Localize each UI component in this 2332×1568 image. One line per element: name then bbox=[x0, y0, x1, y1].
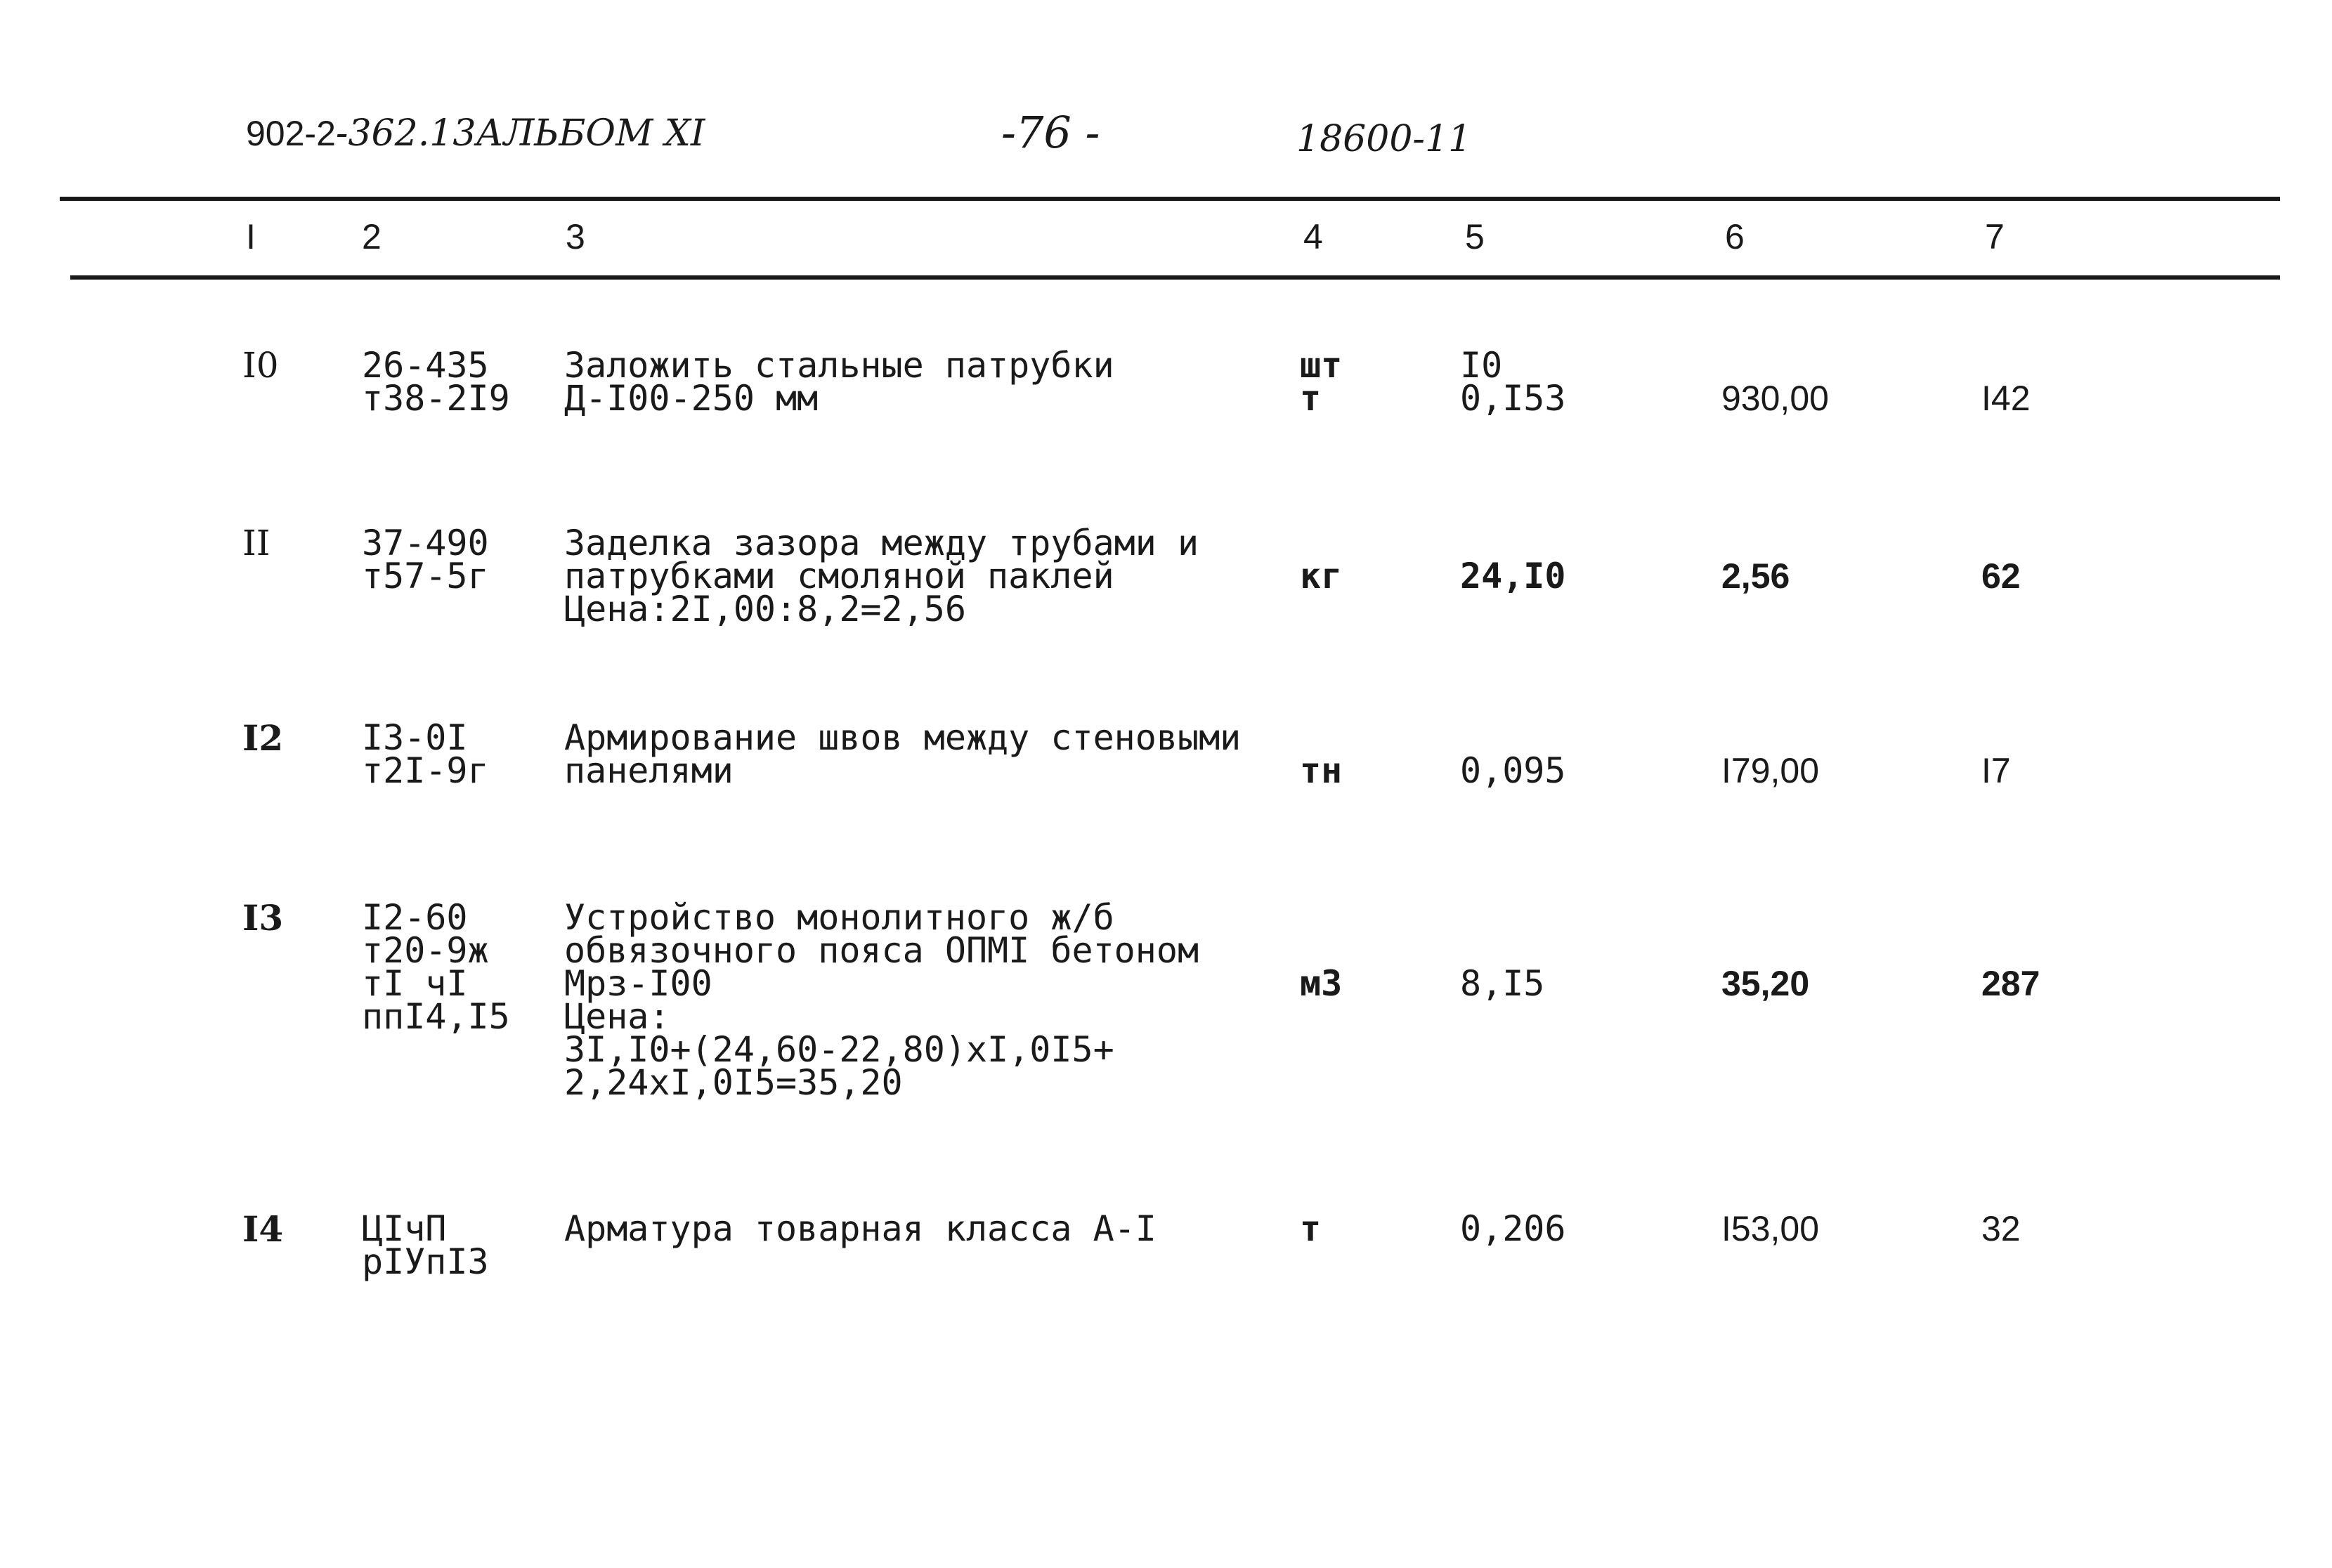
row-quantity: 24,I0 bbox=[1460, 556, 1566, 596]
row-price: 35,20 bbox=[1721, 964, 1810, 1003]
row-price: I79,00 bbox=[1721, 751, 1820, 790]
row-code: I3-0I т2I-9г bbox=[362, 717, 489, 791]
row-price: 2,56 bbox=[1721, 556, 1790, 596]
row-quantity: 0,095 bbox=[1460, 750, 1566, 791]
column-number-1: I bbox=[246, 217, 256, 256]
column-number-3: 3 bbox=[566, 217, 585, 256]
table-header-rule bbox=[70, 275, 2280, 280]
document-code-prefix: 902-2 bbox=[246, 114, 336, 153]
row-total: 62 bbox=[1981, 556, 2021, 596]
row-code: ЦIчП рIУпI3 bbox=[362, 1208, 489, 1282]
row-quantity: I0 0,I53 bbox=[1460, 345, 1566, 419]
row-number: I0 bbox=[242, 345, 279, 386]
row-unit: шт т bbox=[1300, 345, 1343, 419]
column-number-6: 6 bbox=[1725, 217, 1745, 256]
document-code-handwritten: -362.13АЛЬБОМ XI bbox=[335, 112, 705, 155]
row-number: I3 bbox=[242, 897, 284, 939]
column-number-4: 4 bbox=[1303, 217, 1323, 256]
row-description: Заложить стальные патрубки Д-I00-250 мм bbox=[564, 345, 1114, 419]
row-total: I7 bbox=[1981, 751, 2011, 790]
row-code: I2-60 т20-9ж тI чI ппI4,I5 bbox=[362, 897, 510, 1037]
row-total: 32 bbox=[1981, 1209, 2021, 1248]
row-unit: т bbox=[1300, 1208, 1322, 1249]
row-total: 287 bbox=[1981, 964, 2040, 1003]
row-unit: тн bbox=[1300, 750, 1343, 791]
row-total: I42 bbox=[1981, 379, 2031, 418]
table-top-rule bbox=[60, 197, 2280, 201]
row-unit: кг bbox=[1300, 556, 1343, 596]
column-number-2: 2 bbox=[362, 217, 382, 256]
page-number: -76 - bbox=[1001, 107, 1100, 158]
row-description: Арматура товарная класса А-I bbox=[564, 1208, 1157, 1249]
document-number: 18600-11 bbox=[1296, 118, 1472, 160]
row-quantity: 8,I5 bbox=[1460, 963, 1545, 1004]
row-description: Устройство монолитного ж/б обвязочного пояса ОПМI бетоном Мрз-I00 Цена: 3I,I0+(24,60-22,80)хI,0I5+ 2,24хI,0I5=35,20 bbox=[564, 897, 1199, 1103]
column-number-5: 5 bbox=[1465, 217, 1485, 256]
row-code: 37-490 т57-5г bbox=[362, 523, 489, 596]
row-price: I53,00 bbox=[1721, 1209, 1820, 1248]
row-number: I4 bbox=[242, 1208, 284, 1250]
row-description: Армирование швов между стеновыми панелями bbox=[564, 717, 1242, 791]
row-price: 930,00 bbox=[1721, 379, 1829, 418]
column-number-7: 7 bbox=[1985, 217, 2005, 256]
row-number: II bbox=[242, 523, 271, 563]
row-code: 26-435 т38-2I9 bbox=[362, 345, 510, 419]
row-quantity: 0,206 bbox=[1460, 1208, 1566, 1249]
row-description: Заделка зазора между трубами и патрубками смоляной паклей Цена:2I,00:8,2=2,56 bbox=[564, 523, 1199, 629]
document-code bbox=[246, 112, 705, 155]
row-number: I2 bbox=[242, 717, 284, 759]
row-unit: м3 bbox=[1300, 963, 1343, 1004]
